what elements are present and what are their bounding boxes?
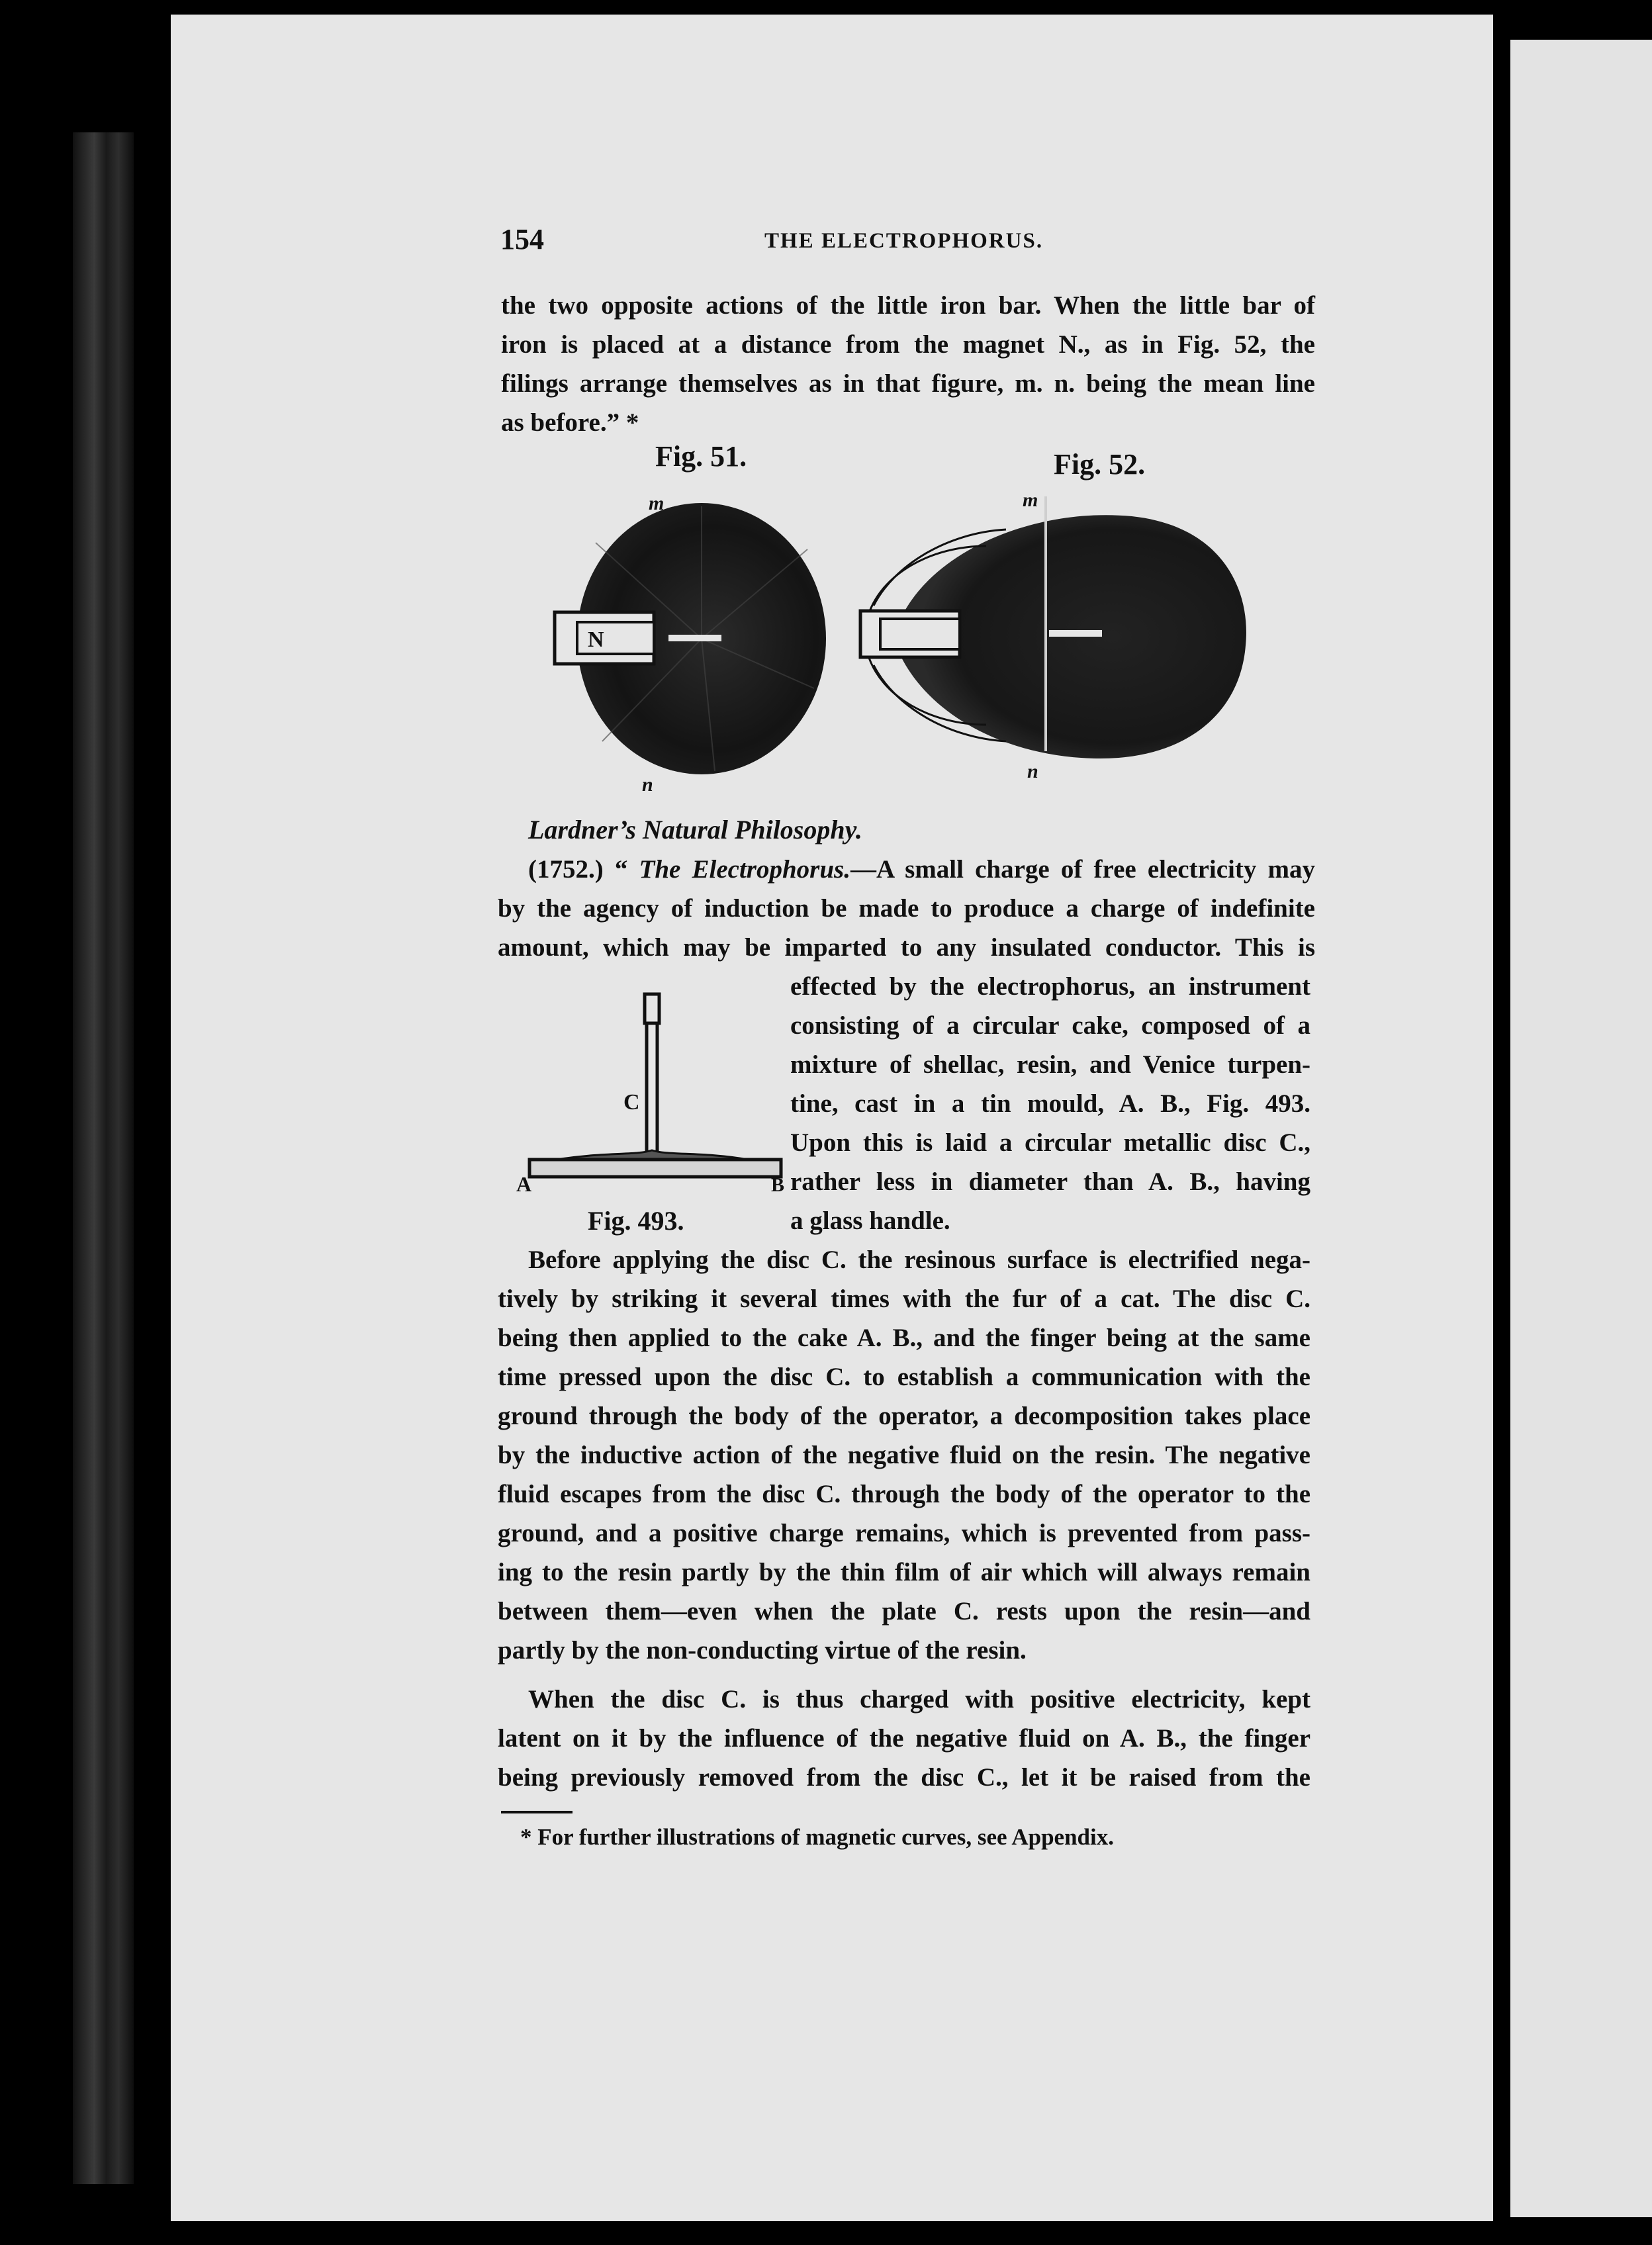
fig51-magnet-letter: N [588, 627, 604, 652]
paragraph2-line: fluid escapes from the disc C. through the body of the operator to the [498, 1480, 1310, 1508]
paragraph2-line: ing to the resin partly by the thin film of air which will always remain [498, 1558, 1310, 1586]
paragraph2-line: Before applying the disc C. the resinous surface is electrified nega- [528, 1246, 1310, 1274]
paragraph2-line: between them—even when the plate C. rests upon the resin—and [498, 1597, 1310, 1626]
facing-page-edge [1510, 40, 1652, 2217]
fig493-handle-letter: C [623, 1090, 640, 1115]
fig52-iron-bar [1049, 630, 1102, 637]
paragraph3-line: When the disc C. is thus charged with positive electricity, kept [528, 1685, 1310, 1714]
intro-line: as before.” * [501, 408, 639, 437]
fig493-handle [647, 1023, 657, 1156]
paragraph2-line: by the inductive action of the negative fluid on the resin. The negative [498, 1441, 1310, 1469]
fig52-magnet-inner [880, 619, 960, 649]
paragraph2-line: partly by the non-conducting virtue of the resin. [498, 1636, 1027, 1665]
paragraph2-line: time pressed upon the disc C. to establish a communication with the [498, 1363, 1310, 1391]
fig52-bottom-letter: n [1027, 760, 1038, 782]
page-number: 154 [500, 223, 544, 255]
book-binding-edge [73, 132, 134, 2184]
fig51-bottom-letter: n [642, 774, 653, 796]
paragraph3-line: being previously removed from the disc C., let it be raised from the [498, 1763, 1310, 1792]
wrap-line: mixture of shellac, resin, and Venice turpen- [790, 1050, 1310, 1079]
fig493-illustration [510, 986, 788, 1205]
paragraph2-line: ground, and a positive charge remains, which is prevented from pass- [498, 1519, 1310, 1547]
wrap-line: rather less in diameter than A. B., having [790, 1168, 1310, 1196]
wrap-line: Upon this is laid a circular metallic disc C., [790, 1128, 1310, 1157]
running-title: THE ELECTROPHORUS. [764, 229, 1044, 253]
section-lead-line [528, 850, 1315, 889]
section-lead-line: amount, which may be imparted to any insulated conductor. This is [498, 933, 1315, 962]
fig493-left-letter: A [516, 1172, 532, 1196]
section-number: (1752.) “ [528, 855, 628, 884]
paragraph2-line: ground through the body of the operator, a decomposition takes place [498, 1402, 1310, 1430]
fig51-iron-bar [668, 635, 721, 641]
intro-line: iron is placed at a distance from the magnet N., as in Fig. 52, the [501, 330, 1315, 359]
fig52-top-letter: m [1023, 489, 1038, 511]
fig493-handle-knob [645, 994, 659, 1023]
fig51-illustration [543, 490, 834, 807]
fig51-label: Fig. 51. [655, 440, 747, 473]
section-title: The Electrophorus. [639, 855, 850, 884]
fig493-cake [529, 1160, 781, 1177]
section-lead-line: by the agency of induction be made to produce a charge of indefinite [498, 894, 1315, 923]
intro-line: the two opposite actions of the little iron bar. When the little bar of [501, 291, 1315, 320]
fig493-label: Fig. 493. [588, 1206, 684, 1236]
footnote: * For further illustrations of magnetic curves, see Appendix. [520, 1824, 1114, 1850]
paragraph2-line: being then applied to the cake A. B., and the finger being at the same [498, 1324, 1310, 1352]
fig52-illustration [854, 486, 1264, 791]
section-lead-text: —A small charge of free electricity may [850, 855, 1316, 884]
paragraph3-line: latent on it by the influence of the negative fluid on A. B., the finger [498, 1724, 1310, 1753]
paragraph2-line: tively by striking it several times with the fur of a cat. The disc C. [498, 1285, 1310, 1313]
source-caption: Lardner’s Natural Philosophy. [528, 815, 862, 845]
wrap-line: a glass handle. [790, 1207, 950, 1235]
wrap-line: effected by the electrophorus, an instrument [790, 972, 1310, 1001]
wrap-line: consisting of a circular cake, composed of a [790, 1011, 1310, 1040]
footnote-rule [501, 1811, 573, 1813]
fig493-right-letter: B [771, 1174, 785, 1196]
fig51-top-letter: m [649, 492, 665, 514]
fig52-label: Fig. 52. [1054, 448, 1146, 481]
wrap-line: tine, cast in a tin mould, A. B., Fig. 493. [790, 1089, 1310, 1118]
intro-line: filings arrange themselves as in that figure, m. n. being the mean line [501, 369, 1315, 398]
